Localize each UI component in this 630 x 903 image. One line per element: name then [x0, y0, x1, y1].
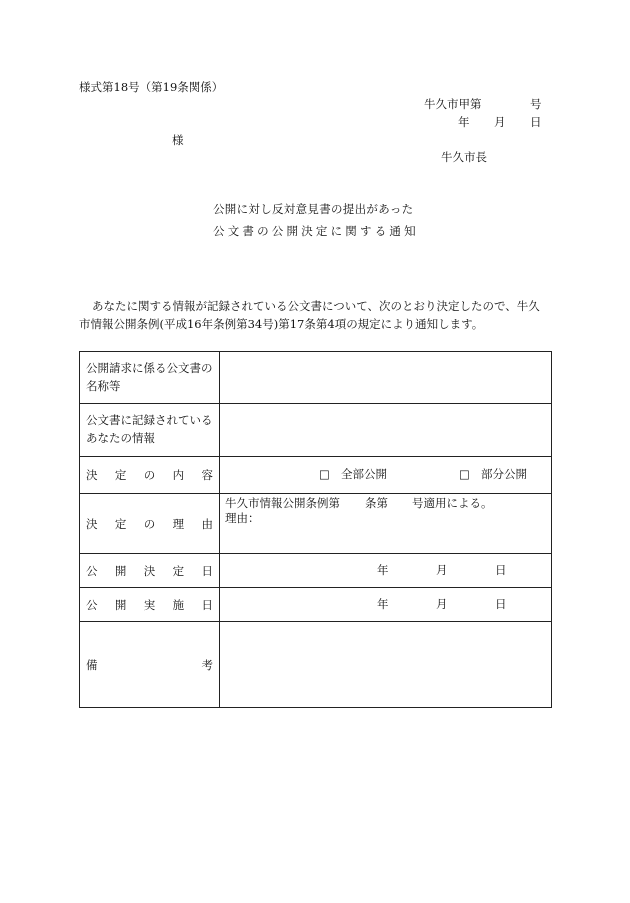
- body-text-line1: あなたに関する情報が記録されている公文書について、次のとおり決定したので、牛久: [92, 299, 540, 313]
- recipient-suffix: 様: [172, 133, 184, 147]
- row-label: [80, 457, 220, 494]
- doc-number-suffix: 号: [530, 97, 542, 111]
- full-disclosure-label: 全部公開: [341, 467, 387, 481]
- decision-date-month: 月: [436, 563, 448, 577]
- row-label: [80, 404, 220, 457]
- partial-disclosure-label: 部分公開: [481, 467, 527, 481]
- implementation-date-day: 日: [495, 597, 507, 611]
- table-row: [80, 622, 552, 708]
- ordinance-text-a: 牛久市情報公開条例第: [225, 496, 340, 510]
- table-row: [80, 588, 552, 622]
- ordinance-text-c: 号適用による。: [412, 496, 493, 510]
- body-text-line2: 市情報公開条例(平成16年条例第34号)第17条第4項の規定により通知します。: [79, 317, 484, 331]
- partial-disclosure-checkbox[interactable]: □: [459, 467, 470, 481]
- date-month: 月: [494, 115, 506, 129]
- personal-info-label: 公文書に記録されているあなたの情報: [86, 413, 213, 445]
- doc-number-prefix: 牛久市甲第: [424, 97, 482, 111]
- decision-date-year: 年: [377, 563, 389, 577]
- full-disclosure-checkbox[interactable]: □: [319, 467, 330, 481]
- row-label: [80, 588, 220, 622]
- decision-date-day: 日: [495, 563, 507, 577]
- remarks-label: 備 考: [86, 657, 213, 672]
- row-label: [80, 554, 220, 588]
- notice-form-table: [79, 351, 552, 708]
- decision-content-field: [220, 457, 552, 494]
- row-label: [80, 352, 220, 404]
- implementation-date-month: 月: [436, 597, 448, 611]
- remarks-field[interactable]: [220, 622, 552, 708]
- decision-reason-label: 決 定 の 理 由: [86, 516, 213, 531]
- issuer: 牛久市長: [441, 150, 487, 164]
- table-row: [80, 554, 552, 588]
- row-label: [80, 494, 220, 554]
- disclosure-implementation-date-field[interactable]: [220, 588, 552, 622]
- table-row: [80, 404, 552, 457]
- title-line2: 公文書の公開決定に関する通知: [213, 224, 419, 238]
- document-name-field[interactable]: [220, 352, 552, 404]
- date-day: 日: [530, 115, 542, 129]
- disclosure-decision-date-field[interactable]: [220, 554, 552, 588]
- disclosure-implementation-date-label: 公 開 実 施 日: [86, 597, 213, 612]
- implementation-date-year: 年: [377, 597, 389, 611]
- decision-content-label: 決 定 の 内 容: [86, 468, 213, 482]
- ordinance-text-b: 条第: [365, 496, 388, 510]
- title-line1: 公開に対し反対意見書の提出があった: [213, 202, 414, 216]
- table-row: [80, 494, 552, 554]
- date-year: 年: [458, 115, 470, 129]
- decision-reason-field[interactable]: [220, 494, 552, 554]
- table-row: [80, 352, 552, 404]
- personal-info-field[interactable]: [220, 404, 552, 457]
- row-label: [80, 622, 220, 708]
- document-name-label: 公開請求に係る公文書の名称等: [86, 360, 213, 393]
- reason-label: 理由：: [225, 511, 260, 525]
- table-row: [80, 457, 552, 494]
- form-number: 様式第18号（第19条関係）: [79, 80, 224, 94]
- disclosure-decision-date-label: 公 開 決 定 日: [86, 563, 213, 578]
